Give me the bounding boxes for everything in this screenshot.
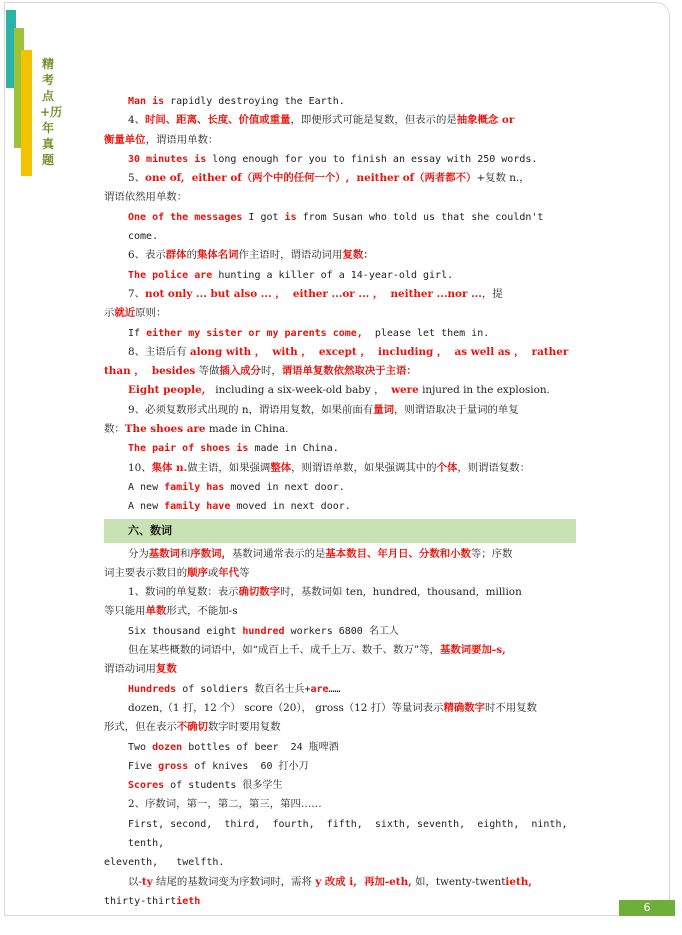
body-text: 10、 (128, 461, 152, 474)
highlight-text: 集体 n. (151, 461, 188, 474)
body-text: ，则谓语取决于量词的单复 (393, 403, 519, 416)
body-text: 时，基数词如 ten, hundred, thousand, million (280, 586, 522, 599)
highlight-text: is (284, 211, 297, 223)
document-body (104, 92, 580, 911)
highlight-text: were (391, 384, 419, 397)
body-text: 1、数词的单复数：表示 (128, 586, 239, 599)
body-text: 分为 (128, 547, 149, 560)
text-line (104, 92, 576, 111)
text-line (104, 304, 576, 323)
highlight-text: The pair of shoes is (128, 443, 249, 455)
highlight-text: 衡量单位 (104, 133, 146, 146)
decor-bar-yellow (21, 50, 32, 176)
text-line (104, 660, 576, 679)
text-line (104, 401, 576, 420)
text-line (104, 246, 576, 265)
text-line (104, 776, 576, 795)
highlight-text: 集体名词 (196, 249, 239, 262)
body-text: hunting a killer of a 14-year-old girl. (212, 269, 454, 281)
body-text: 6、表示 (128, 249, 166, 262)
body-text: 9、必须复数形式出现的 n，谓语用复数，如果前面有 (128, 403, 374, 416)
body-text: 7、 (128, 287, 146, 300)
body-text: 数字时要用复数 (207, 721, 281, 734)
highlight-text: One of the messages (128, 211, 243, 223)
highlight-text: family has (164, 481, 225, 493)
text-line (104, 583, 576, 602)
body-text: ，则谓语单数，如果强调其中的 (291, 461, 437, 474)
highlight-text: 序数词， (190, 547, 232, 560)
body-text: 做主语，如果强调 (187, 461, 271, 474)
text-line (104, 738, 576, 757)
body-text: 等；序数 (470, 547, 513, 560)
highlight-text: The police are (128, 269, 213, 281)
section-numerals (104, 545, 580, 912)
body-text: 但在某些概数的词语中，如“成百上千、成千上万、数千、数万”等， (128, 644, 440, 657)
text-line (104, 602, 576, 621)
highlight-text: Hundreds (128, 683, 177, 695)
text-line (104, 266, 576, 285)
highlight-text: 基数词 (148, 547, 180, 560)
body-text: 示 (104, 307, 115, 320)
highlight-text: 不确切 (176, 721, 208, 734)
highlight-text: 谓语单复数依然取决于主语： (281, 365, 417, 378)
text-line (104, 343, 576, 362)
body-text: 谓语动词用 (104, 663, 156, 676)
text-line (104, 381, 576, 400)
side-label: 精考点+历年真题 (40, 57, 63, 167)
highlight-text: 单数 (145, 605, 167, 618)
body-text: of soldiers 数百名士兵+ (176, 683, 311, 695)
highlight-text: are (310, 683, 329, 695)
page-number: 6 (619, 900, 675, 916)
text-line (104, 362, 576, 381)
body-text: 时不用复数 (485, 701, 537, 714)
text-line (104, 641, 576, 660)
body-text: I got (242, 211, 285, 223)
body-text: please let them in. (362, 327, 490, 339)
body-text: 等 (239, 566, 250, 579)
body-text: 时， (260, 365, 282, 378)
highlight-text: 年代 (218, 566, 240, 579)
body-text: +复数 n.， (476, 172, 530, 185)
body-text: 作主语时，谓语动词用 (238, 249, 343, 262)
text-line (104, 150, 576, 169)
body-text: Six thousand eight (128, 625, 243, 637)
text-line (104, 815, 580, 854)
text-line (104, 439, 576, 458)
highlight-text: along with ， with ， except ， including ， as well as ， rather (189, 345, 569, 358)
body-text: dozen,（1 打，12 个） score（20）， gross（12 打）等量词表示 (128, 701, 444, 714)
highlight-text: Man is (128, 96, 165, 107)
body-text: 或 (207, 566, 219, 579)
body-text: long enough for you to finish an essay with 250 words. (206, 153, 538, 165)
body-text: moved in next door. (230, 501, 351, 513)
text-line (104, 718, 576, 737)
body-text: 词主要表示数目的 (104, 566, 188, 579)
body-text: 2、序数词，第一，第二，第三，第四…… (128, 798, 322, 811)
body-text: A new (128, 481, 165, 493)
text-line (104, 757, 576, 776)
body-text: bottles of beer 24 瓶啤酒 (182, 741, 339, 753)
body-text: injured in the explosion. (418, 384, 550, 397)
text-line (104, 795, 576, 814)
highlight-text: than ， besides (104, 365, 196, 378)
body-text: 基数词通常表示的是 (231, 547, 326, 560)
body-text: 等只能用 (104, 605, 146, 618)
body-text: Five (128, 760, 159, 772)
text-line (104, 420, 576, 439)
body-text: ，即便形式可能是复数，但表示的是 (290, 114, 457, 127)
highlight-text: Eight people, (128, 384, 206, 397)
text-line (104, 545, 576, 564)
body-text: 和 (179, 547, 191, 560)
highlight-text: 复数 (155, 663, 177, 676)
body-text: If (128, 327, 147, 339)
text-line (104, 497, 576, 516)
body-text: from Susan who told us that she couldn't come. (128, 211, 550, 243)
text-line (104, 111, 576, 130)
text-line (104, 699, 576, 718)
text-line (104, 478, 576, 497)
body-text: rapidly destroying the Earth. (164, 96, 345, 107)
body-text: 如，twenty-twent (411, 875, 506, 888)
text-line (104, 285, 576, 304)
text-line (104, 873, 576, 892)
highlight-text: either my sister or my parents come, (146, 327, 363, 339)
section-subject-verb-agreement (104, 92, 576, 517)
body-text: 形式，不能加-s (166, 605, 238, 618)
text-line (104, 208, 576, 247)
highlight-text: The shoes are (124, 423, 206, 436)
highlight-text: not only ... but also ... ， either ...or ... ， neither ...nor ... (145, 287, 482, 300)
body-text: 4、 (128, 114, 146, 127)
highlight-text: 群体 (165, 249, 187, 262)
text-line (104, 622, 576, 641)
highlight-text: family have (164, 501, 231, 513)
body-text: thirty-thirt (104, 895, 177, 907)
highlight-text: 就近 (114, 307, 136, 320)
highlight-text: 顺序 (187, 566, 208, 579)
text-line (104, 324, 576, 343)
highlight-text: 插入成分 (219, 365, 261, 378)
text-line (104, 892, 576, 911)
body-text: 形式，但在表示 (104, 721, 177, 734)
body-text: 的 (186, 249, 197, 262)
body-text: eleventh, twelfth. (104, 857, 225, 869)
body-text: 等做 (195, 365, 220, 378)
text-line (104, 853, 576, 872)
body-text: workers 6800 名工人 (284, 625, 399, 637)
text-line (104, 459, 576, 478)
body-text: of knives 60 打小刀 (188, 760, 309, 772)
highlight-text: 精确数字 (443, 701, 485, 714)
highlight-text: hundred (242, 625, 285, 637)
highlight-text: one of, either of（两个中的任何一个）, neither of（两者都不） (145, 172, 477, 185)
highlight-text: 量词 (373, 403, 394, 416)
highlight-text: 30 minutes is (128, 153, 207, 165)
highlight-text: ieth (176, 895, 201, 907)
body-text: 5、 (128, 172, 146, 185)
highlight-text: ty (141, 875, 153, 888)
highlight-text: 复数： (342, 249, 374, 262)
body-text: ，提 (481, 287, 503, 300)
highlight-text: 基数词要加-s, (439, 644, 506, 657)
highlight-text: 确切数字 (238, 586, 281, 599)
body-text: First, second, third, fourth, fifth, sixth, seventh, eighth, ninth, tenth, (128, 818, 580, 849)
body-text: made in China. (205, 423, 289, 436)
text-line (104, 169, 576, 188)
body-text: 数： (104, 423, 125, 436)
text-line (104, 188, 576, 207)
body-text: moved in next door. (224, 481, 345, 493)
highlight-text: 抽象概念 or (456, 114, 515, 127)
highlight-text: 整体 (270, 461, 292, 474)
body-text: Two (128, 741, 153, 753)
highlight-text: 时间、距离、长度、价值或重量 (145, 114, 291, 127)
highlight-text: 基本数目、年月日、分数和小数 (325, 547, 471, 560)
highlight-text: gross (158, 760, 189, 772)
body-text: A new (128, 501, 165, 513)
highlight-text: y 改成 i, 再加-eth, (315, 875, 412, 888)
body-text: 原则： (135, 307, 167, 320)
text-line (104, 680, 576, 699)
body-text: made in China. (248, 443, 339, 455)
body-text: ，则谓语复数： (457, 461, 531, 474)
body-text: of students 很多学生 (164, 780, 283, 792)
highlight-text: Scores (128, 780, 165, 792)
body-text: 谓语依然用单数： (104, 191, 188, 204)
text-line (104, 131, 576, 150)
section-heading: 六、数词 (104, 519, 576, 543)
body-text: including a six-week-old baby ， (205, 384, 392, 397)
body-text: 8、主语后有 (128, 345, 190, 358)
highlight-text: ieth, (505, 875, 532, 888)
text-line (104, 564, 576, 583)
body-text: …… (328, 683, 341, 695)
highlight-text: dozen (152, 741, 183, 753)
highlight-text: 个体 (436, 461, 458, 474)
body-text: 以- (128, 875, 142, 888)
body-text: 结尾的基数词变为序数词时，需将 (152, 875, 316, 888)
body-text: ，谓语用单数： (145, 133, 219, 146)
